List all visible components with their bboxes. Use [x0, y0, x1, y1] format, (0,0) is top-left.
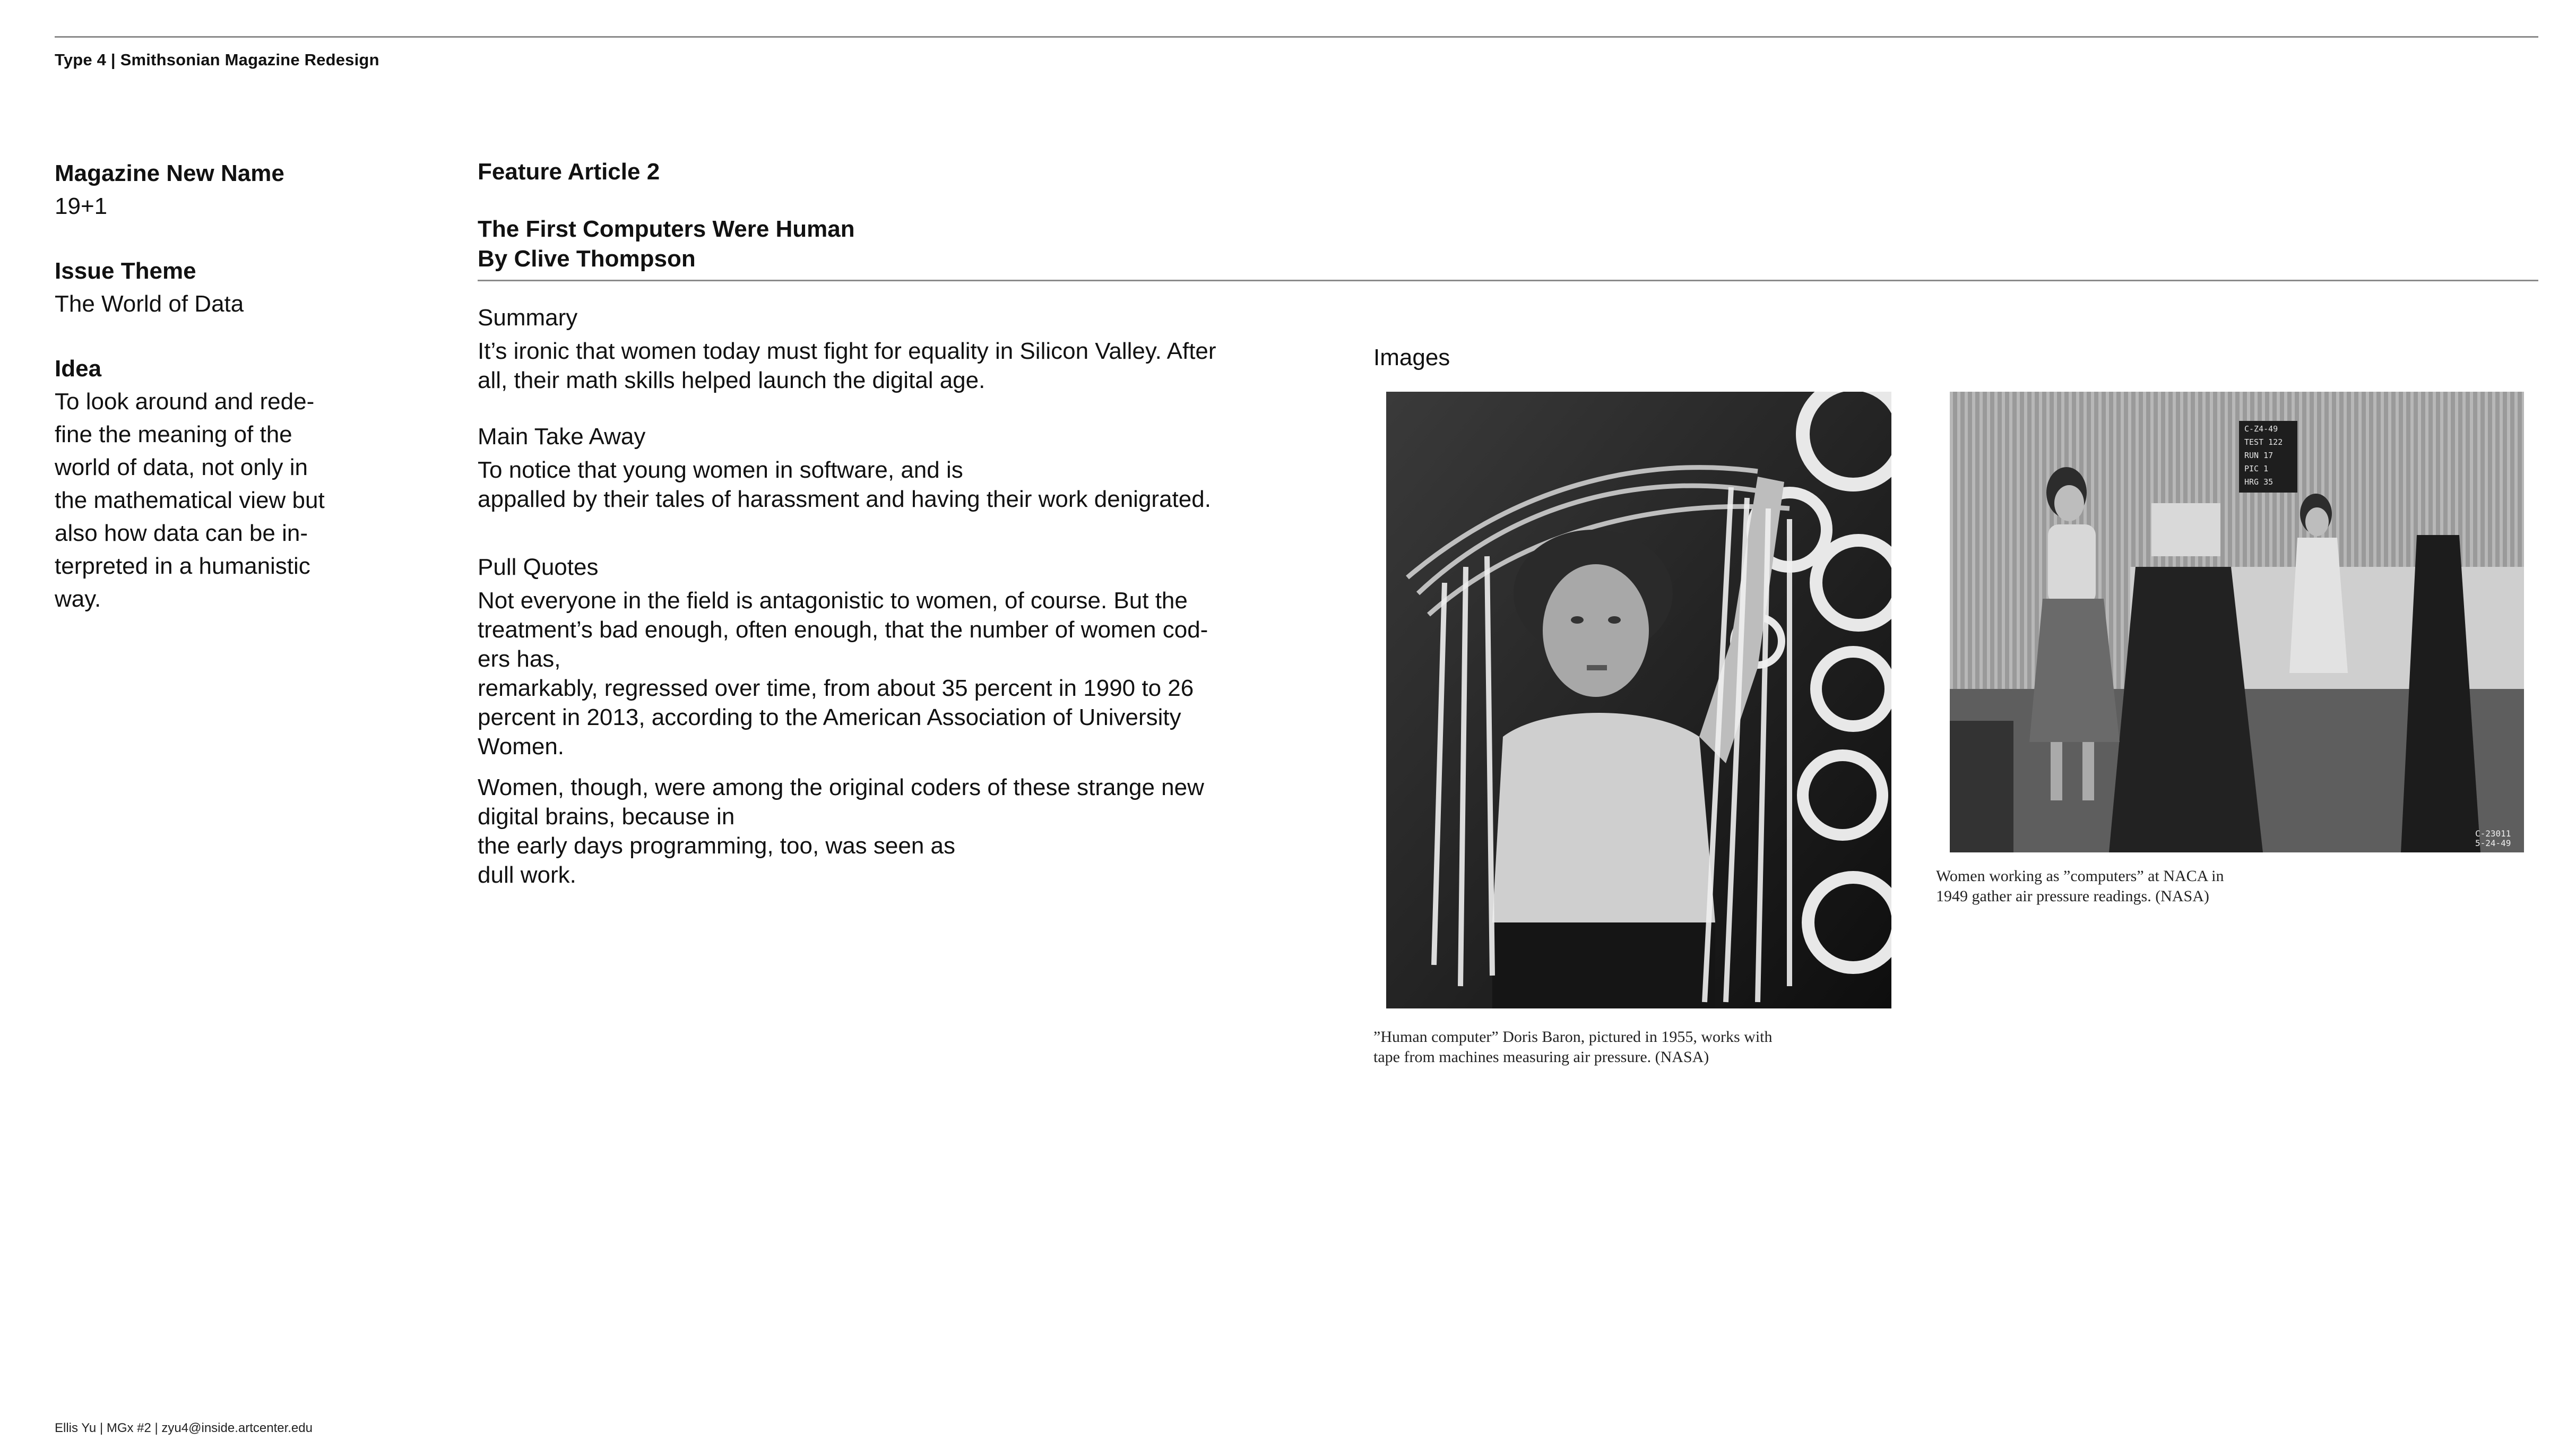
- left-column: [55, 157, 352, 616]
- article-byline: By Clive Thompson: [478, 246, 696, 272]
- idea-text: To look around and rede- fine the meaning of the world of data, not only in the mathematical view but also how data can be in- terpreted in a humanistic way.: [55, 389, 325, 612]
- footer-credit: Ellis Yu | MGx #2 | zyu4@inside.artcenter.edu: [55, 1421, 313, 1435]
- idea-title: Idea: [55, 356, 102, 382]
- article-rule: [478, 280, 2538, 281]
- board-line-3: RUN 17: [2244, 451, 2274, 460]
- summary-label: Summary: [478, 305, 578, 331]
- pull-quote-2: Women, though, were among the original coders of these strange new digital brains, because in the early days programming, too, was seen as dull work.: [478, 774, 1204, 888]
- pull-quote-1: Not everyone in the field is antagonistic to women, of course. But the treatment’s bad enough, often enough, that the number of women cod- ers has, remarkably, regressed over time, from about 35 percent in 1990 to 26 percent in 2013, according to the American Association of University Women.: [478, 588, 1208, 760]
- article-body: [478, 303, 1231, 890]
- takeaway-label: Main Take Away: [478, 424, 646, 450]
- issue-theme-title: Issue Theme: [55, 258, 196, 284]
- board-line-2: TEST 122: [2244, 437, 2283, 447]
- pull-quotes-label: Pull Quotes: [478, 554, 599, 580]
- board-line-1: C-Z4-49: [2244, 424, 2278, 434]
- photo-stamp-text: C-23011 5-24-49: [2475, 829, 2511, 848]
- photo-stamp: [2475, 829, 2511, 848]
- magazine-name-value: 19+1: [55, 193, 108, 219]
- photo-naca-computers-image: [1950, 392, 2524, 852]
- board-line-4: PIC 1: [2244, 464, 2269, 473]
- photo-doris-baron: [1386, 392, 1891, 1008]
- magazine-name-title: Magazine New Name: [55, 160, 284, 186]
- article-title: The First Computers Were Human: [478, 216, 855, 242]
- issue-theme-value: The World of Data: [55, 291, 244, 317]
- photo-naca-computers: [1950, 392, 2524, 852]
- images-label: Images: [1373, 344, 1450, 370]
- photo-doris-baron-image: [1386, 392, 1891, 1008]
- board-line-5: HRG 35: [2244, 477, 2274, 487]
- photo-doris-baron-caption: ”Human computer” Doris Baron, pictured in 1955, works with tape from machines measuring air pressure. (NASA): [1373, 1028, 1773, 1066]
- summary-text: It’s ironic that women today must fight for equality in Silicon Valley. After all, their math skills helped launch the digital age.: [478, 338, 1216, 393]
- photo-naca-caption: Women working as ”computers” at NACA in 1949 gather air pressure readings. (NASA): [1936, 867, 2224, 905]
- header-label: Type 4 | Smithsonian Magazine Redesign: [55, 50, 379, 69]
- top-rule: [55, 36, 2538, 38]
- feature-kicker: Feature Article 2: [478, 159, 660, 185]
- takeaway-text: To notice that young women in software, and is appalled by their tales of harassment and having their work denigrated.: [478, 457, 1211, 512]
